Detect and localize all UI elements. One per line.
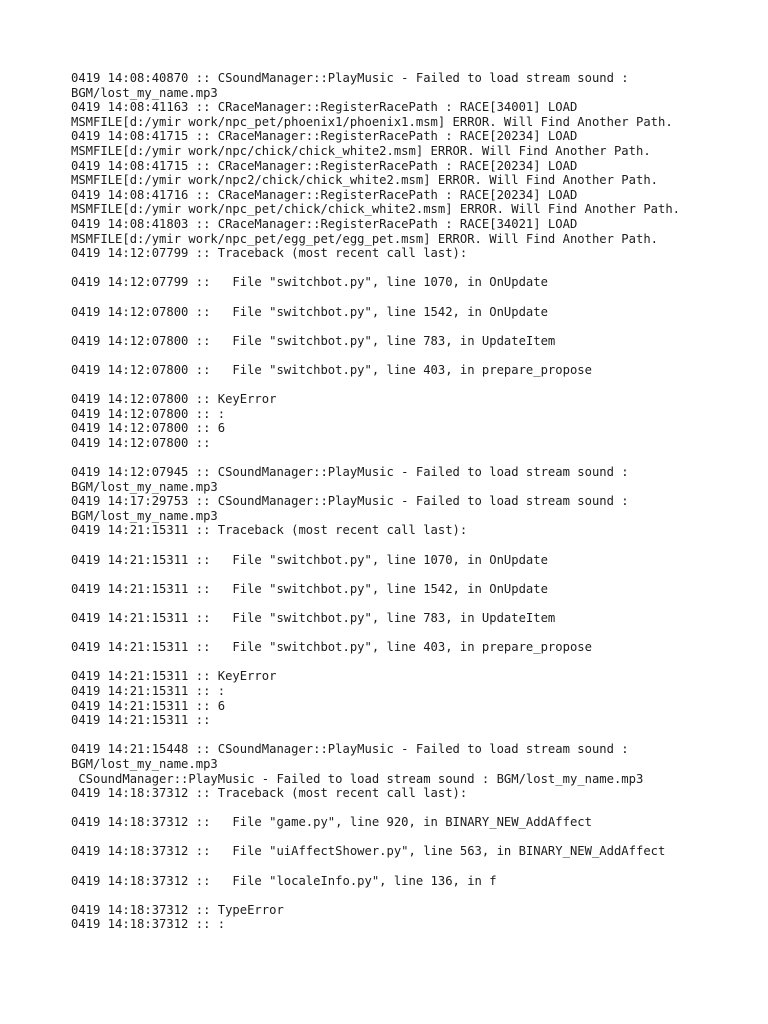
- blank-line: [71, 348, 680, 363]
- log-line: 0419 14:08:41803 :: CRaceManager::RegisterRacePath : RACE[34021] LOAD: [71, 216, 578, 231]
- blank-line: [71, 596, 680, 611]
- log-line: MSMFILE[d:/ymir work/npc2/chick/chick_white2.msm] ERROR. Will Find Another Path.: [71, 173, 658, 188]
- blank-line: [71, 567, 680, 582]
- log-line: 0419 14:18:37312 :: File "game.py", line 920, in BINARY_NEW_AddAffect: [71, 815, 592, 830]
- blank-line: [71, 538, 680, 553]
- log-line: 0419 14:12:07800 :: File "switchbot.py", line 403, in prepare_propose: [71, 362, 592, 377]
- log-text: [71, 71, 680, 932]
- log-line: 0419 14:21:15311 :: 6: [71, 698, 226, 713]
- log-line: 0419 14:12:07799 :: Traceback (most recent call last):: [71, 246, 468, 261]
- blank-line: [71, 626, 680, 641]
- log-line: 0419 14:21:15311 :: :: [71, 683, 226, 698]
- log-line: MSMFILE[d:/ymir work/npc_pet/egg_pet/egg_pet.msm] ERROR. Will Find Another Path.: [71, 231, 658, 246]
- blank-line: [71, 450, 680, 465]
- blank-line: [71, 655, 680, 670]
- blank-line: [71, 290, 680, 305]
- log-line: BGM/lost_my_name.mp3: [71, 508, 218, 523]
- log-line: 0419 14:21:15311 :: File "switchbot.py", line 783, in UpdateItem: [71, 610, 556, 625]
- log-line: 0419 14:12:07800 ::: [71, 435, 211, 450]
- log-line: BGM/lost_my_name.mp3: [71, 479, 218, 494]
- log-line: 0419 14:18:37312 :: Traceback (most recent call last):: [71, 786, 468, 801]
- log-line: 0419 14:08:41716 :: CRaceManager::RegisterRacePath : RACE[20234] LOAD: [71, 187, 578, 202]
- log-line: 0419 14:12:07800 :: 6: [71, 421, 226, 436]
- log-line: 0419 14:08:40870 :: CSoundManager::PlayMusic - Failed to load stream sound :: [71, 71, 629, 85]
- log-line: 0419 14:18:37312 :: File "localeInfo.py", line 136, in f: [71, 873, 497, 888]
- log-line: 0419 14:21:15311 :: KeyError: [71, 669, 277, 684]
- blank-line: [71, 377, 680, 392]
- log-line: 0419 14:21:15311 :: File "switchbot.py", line 1542, in OnUpdate: [71, 581, 548, 596]
- blank-line: [71, 888, 680, 903]
- log-line: 0419 14:08:41715 :: CRaceManager::RegisterRacePath : RACE[20234] LOAD: [71, 158, 578, 173]
- log-line: 0419 14:12:07800 :: :: [71, 406, 226, 421]
- log-line: 0419 14:12:07945 :: CSoundManager::PlayMusic - Failed to load stream sound :: [71, 465, 629, 480]
- log-line: 0419 14:12:07800 :: KeyError: [71, 392, 277, 407]
- log-line: 0419 14:12:07800 :: File "switchbot.py", line 783, in UpdateItem: [71, 333, 556, 348]
- log-line: 0419 14:18:37312 :: File "uiAffectShower.py", line 563, in BINARY_NEW_AddAffect: [71, 844, 666, 859]
- log-line: MSMFILE[d:/ymir work/npc/chick/chick_white2.msm] ERROR. Will Find Another Path.: [71, 143, 651, 158]
- log-line: 0419 14:08:41715 :: CRaceManager::RegisterRacePath : RACE[20234] LOAD: [71, 129, 578, 144]
- log-line: MSMFILE[d:/ymir work/npc_pet/phoenix1/phoenix1.msm] ERROR. Will Find Another Path.: [71, 114, 673, 129]
- log-line: 0419 14:21:15311 :: File "switchbot.py", line 403, in prepare_propose: [71, 640, 592, 655]
- log-line: 0419 14:17:29753 :: CSoundManager::PlayMusic - Failed to load stream sound :: [71, 494, 629, 509]
- log-line: 0419 14:18:37312 :: :: [71, 917, 226, 932]
- blank-line: [71, 728, 680, 743]
- log-line: 0419 14:21:15311 :: File "switchbot.py", line 1070, in OnUpdate: [71, 552, 548, 567]
- log-line: 0419 14:21:15311 :: Traceback (most recent call last):: [71, 523, 468, 538]
- log-line: CSoundManager::PlayMusic - Failed to load stream sound : BGM/lost_my_name.mp3: [71, 771, 644, 786]
- log-line: 0419 14:08:41163 :: CRaceManager::RegisterRacePath : RACE[34001] LOAD: [71, 100, 578, 115]
- blank-line: [71, 830, 680, 845]
- blank-line: [71, 319, 680, 334]
- log-line: MSMFILE[d:/ymir work/npc_pet/chick/chick_white2.msm] ERROR. Will Find Another Path.: [71, 202, 681, 217]
- blank-line: [71, 261, 680, 276]
- log-line: 0419 14:21:15311 ::: [71, 713, 211, 728]
- blank-line: [71, 859, 680, 874]
- log-line: BGM/lost_my_name.mp3: [71, 85, 218, 100]
- log-line: BGM/lost_my_name.mp3: [71, 756, 218, 771]
- blank-line: [71, 801, 680, 816]
- log-line: 0419 14:12:07799 :: File "switchbot.py", line 1070, in OnUpdate: [71, 275, 548, 290]
- log-line: 0419 14:12:07800 :: File "switchbot.py", line 1542, in OnUpdate: [71, 304, 548, 319]
- log-line: 0419 14:21:15448 :: CSoundManager::PlayMusic - Failed to load stream sound :: [71, 742, 629, 757]
- log-line: 0419 14:18:37312 :: TypeError: [71, 902, 284, 917]
